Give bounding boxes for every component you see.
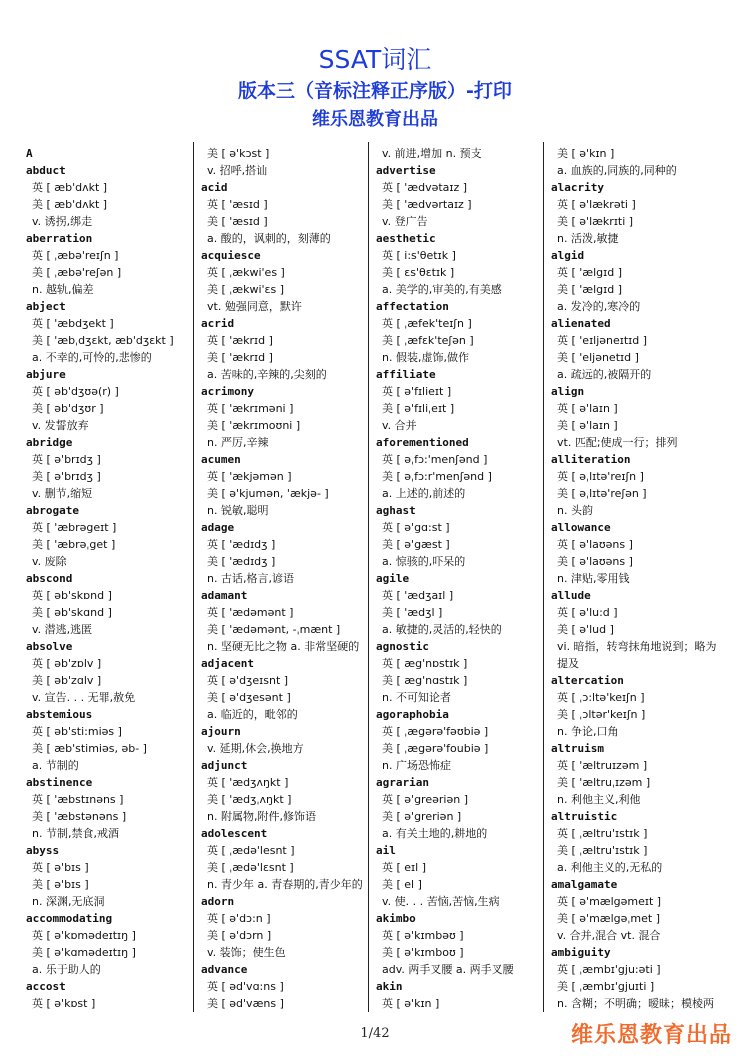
column-divider (193, 142, 194, 1012)
vocab-column-4 (551, 145, 723, 1012)
phonetic-line: 英 [ ə'kɪn ] (382, 997, 440, 1010)
phonetic-line: 英 [ 'ædʒʌŋkt ] (207, 776, 289, 789)
phonetic-line: 英 [ ə'bɪs ] (32, 861, 89, 874)
phonetic-line: 英 [ ə'greəriən ] (382, 793, 468, 806)
vocab-headword: altercation (551, 674, 624, 687)
vocab-headword: abyss (26, 844, 60, 857)
phonetic-line: 英 [ 'ædʒaɪl ] (382, 589, 454, 602)
phonetic-line: 美 [ ˌæbə'reʃən ] (32, 266, 122, 279)
definition-line: v. 前进,增加 n. 预支 (382, 147, 482, 160)
phonetic-line: 美 [ ˌædə'lɛsnt ] (207, 861, 294, 874)
phonetic-line: 英 [ ə'kɪmbəʊ ] (382, 929, 464, 942)
definition-line: v. 废除 (32, 555, 67, 568)
definition-line: n. 假装,虚饰,做作 (382, 351, 469, 364)
phonetic-line: 英 [ 'æbrəgeɪt ] (32, 521, 117, 534)
definition-line: a. 有关土地的,耕地的 (382, 827, 488, 840)
definition-line: a. 利他主义的,无私的 (557, 861, 663, 874)
vocab-headword: acid (201, 181, 228, 194)
vocab-headword: abrogate (26, 504, 79, 517)
vocab-headword: advance (201, 963, 248, 976)
vocab-headword: agile (376, 572, 410, 585)
vocab-headword: ajourn (201, 725, 241, 738)
phonetic-line: 美 [ ˌæfɛk'teʃən ] (382, 334, 474, 347)
vocab-headword: acrid (201, 317, 235, 330)
definition-line: a. 苦味的,辛辣的,尖刻的 (207, 368, 327, 381)
phonetic-line: 美 [ 'æbrəˌget ] (32, 538, 116, 551)
phonetic-line: 英 [ 'æbdʒekt ] (32, 317, 114, 330)
phonetic-line: 英 [ əˌlɪtə'reɪʃn ] (557, 470, 644, 483)
vocab-headword: adorn (201, 895, 235, 908)
phonetic-line: 英 [ 'ædɪdʒ ] (207, 538, 276, 551)
phonetic-line: 美 [ ə'lækrɪti ] (557, 215, 634, 228)
phonetic-line: 美 [ ˌægərə'foubiə ] (382, 742, 489, 755)
vocab-headword: aghast (376, 504, 416, 517)
phonetic-line: 美 [ 'ælgɪd ] (557, 283, 623, 296)
phonetic-line: 英 [ ə'kɒst ] (32, 997, 96, 1010)
phonetic-line: 美 [ æb'stimiəs, əb- ] (32, 742, 147, 755)
phonetic-line: 美 [ ə'brɪdʒ ] (32, 470, 101, 483)
definition-line: adv. 两手叉腰 a. 两手叉腰 (382, 963, 514, 976)
vocab-column-1 (26, 145, 194, 1012)
definition-line: v. 宣告. . . 无罪,赦免 (32, 691, 136, 704)
phonetic-line: 美 [ æg'nɑstɪk ] (382, 674, 468, 687)
vocab-headword: adjacent (201, 657, 254, 670)
vocab-headword: adamant (201, 589, 248, 602)
definition-line: n. 古话,格言,谚语 (207, 572, 294, 585)
phonetic-line: 英 [ ə'lu:d ] (557, 606, 618, 619)
phonetic-line: 美 [ ə'gæst ] (382, 538, 450, 551)
phonetic-line: 英 [ ə'laɪn ] (557, 402, 618, 415)
phonetic-line: 英 [ ˌægərə'fəʊbiə ] (382, 725, 489, 738)
phonetic-line: 美 [ əˌlɪtə'reʃən ] (557, 487, 647, 500)
vocab-headword: abscond (26, 572, 73, 585)
definition-line: n. 越轨,偏差 (32, 283, 94, 296)
vocab-headword: align (551, 385, 585, 398)
phonetic-line: 英 [ əb'sti:miəs ] (32, 725, 122, 738)
publisher-line: 维乐恩教育出品 (312, 109, 438, 130)
phonetic-line: 英 [ ə'mælgəmeɪt ] (557, 895, 662, 908)
publisher-watermark: 维乐恩教育出品 (570, 1023, 732, 1048)
page-title: SSAT词汇 (318, 45, 432, 74)
vocab-column-2 (201, 145, 366, 1012)
phonetic-line: 英 [ ə'dɔ:n ] (207, 912, 271, 925)
definition-line: n. 深渊,无底洞 (32, 895, 105, 908)
phonetic-line: 英 [ ˌɔ:ltə'keɪʃn ] (557, 691, 645, 704)
phonetic-line: 英 [ ˌæbə'reɪʃn ] (32, 249, 119, 262)
definition-line: a. 疏远的,被隔开的 (557, 368, 652, 381)
vocab-headword: alacrity (551, 181, 604, 194)
phonetic-line: 美 [ ɛs'θɛtɪk ] (382, 266, 455, 279)
definition-line: n. 津贴,零用钱 (557, 572, 630, 585)
vocab-headword: acrimony (201, 385, 254, 398)
vocab-headword: alienated (551, 317, 611, 330)
phonetic-line: 英 [ əb'dʒʊə(r) ] (32, 385, 119, 398)
phonetic-line: 美 [ ə'kɑmədeɪtɪŋ ] (32, 946, 136, 959)
phonetic-line: 美 [ 'æbstənəns ] (32, 810, 127, 823)
vocab-headword: altruistic (551, 810, 618, 823)
phonetic-line: 美 [ 'ædʒl ] (382, 606, 443, 619)
phonetic-line: 美 [ əb'skɑnd ] (32, 606, 112, 619)
definition-line: v. 招呼,搭讪 (207, 164, 268, 177)
phonetic-line: 美 [ 'ækrɪmoʊni ] (207, 419, 301, 432)
phonetic-line: 英 [ 'æltruɪzəm ] (557, 759, 648, 772)
phonetic-line: 美 [ æb'dʌkt ] (32, 198, 108, 211)
phonetic-line: 英 [ ə'dʒeɪsnt ] (207, 674, 289, 687)
vocab-headword: algid (551, 249, 585, 262)
vocab-headword: akimbo (376, 912, 416, 925)
definition-line: v. 使. . . 苦恼,苦恼,生病 (382, 895, 500, 908)
phonetic-line: 美 [ 'ædvərtaɪz ] (382, 198, 472, 211)
vocab-headword: abject (26, 300, 66, 313)
vocab-headword: advertise (376, 164, 436, 177)
phonetic-line: 英 [ əd'vɑ:ns ] (207, 980, 284, 993)
definition-line: a. 血族的,同族的,同种的 (557, 164, 677, 177)
phonetic-line: 美 [ 'æltruˌɪzəm ] (557, 776, 651, 789)
definition-line: a. 惊骇的,吓呆的 (382, 555, 466, 568)
vocab-headword: abstinence (26, 776, 93, 789)
definition-line: a. 酸的，讽刺的，刻薄的 (207, 232, 331, 245)
phonetic-line: 美 [ ˌæltru'ɪstɪk ] (557, 844, 648, 857)
vocab-headword: ambiguity (551, 946, 611, 959)
phonetic-line: 英 [ ˌæfek'teɪʃn ] (382, 317, 472, 330)
phonetic-line: 美 [ əd'væns ] (207, 997, 284, 1010)
vocab-headword: accommodating (26, 912, 113, 925)
phonetic-line: 英 [ æb'dʌkt ] (32, 181, 108, 194)
phonetic-line: 美 [ 'ædɪdʒ ] (207, 555, 276, 568)
vocab-headword: altruism (551, 742, 604, 755)
phonetic-line: 美 [ ə'dʒesənt ] (207, 691, 291, 704)
phonetic-line: 美 [ 'ækrɪd ] (207, 351, 273, 364)
definition-line: v. 合并 (382, 419, 417, 432)
vocab-headword: adjunct (201, 759, 248, 772)
phonetic-line: 美 [ əb'dʒʊr ] (32, 402, 104, 415)
definition-line: v. 发誓放弃 (32, 419, 89, 432)
vocab-headword: akin (376, 980, 403, 993)
phonetic-line: 英 [ 'æbstɪnəns ] (32, 793, 124, 806)
phonetic-line: 英 [ ə'kɒmədeɪtɪŋ ] (32, 929, 136, 942)
phonetic-line: 美 [ 'ædəmənt, -ˌmænt ] (207, 623, 341, 636)
definition-line: n. 严厉,辛辣 (207, 436, 269, 449)
page-subtitle: 版本三（音标注释正序版）-打印 (238, 80, 512, 102)
definition-line: a. 上述的,前述的 (382, 487, 466, 500)
definition-line: n. 活泼,敏捷 (557, 232, 619, 245)
phonetic-line: 美 [ ə'kɔst ] (207, 147, 270, 160)
phonetic-line: 美 [ ə'laɪn ] (557, 419, 618, 432)
vocab-headword: agnostic (376, 640, 429, 653)
phonetic-line: 美 [ ˌækwi'ɛs ] (207, 283, 285, 296)
phonetic-line: 英 [ ə'laʊəns ] (557, 538, 633, 551)
phonetic-line: 英 [ 'ædəmənt ] (207, 606, 294, 619)
phonetic-line: 美 [ ə'greriən ] (382, 810, 462, 823)
phonetic-line: 美 [ ə'lud ] (557, 623, 614, 636)
phonetic-line: 美 [ el ] (382, 878, 422, 891)
phonetic-line: 美 [ ˌɔltər'keɪʃn ] (557, 708, 646, 721)
page-number: 1/42 (360, 1026, 390, 1041)
phonetic-line: 英 [ ə'gɑ:st ] (382, 521, 450, 534)
phonetic-line: 美 [ ˌæmbɪ'gjuɪti ] (557, 980, 655, 993)
definition-line: n. 广场恐怖症 (382, 759, 451, 772)
vocab-headword: amalgamate (551, 878, 618, 891)
phonetic-line: 美 [ 'æbˌdʒɛkt, æb'dʒɛkt ] (32, 334, 174, 347)
vocab-headword: aforementioned (376, 436, 469, 449)
vocab-headword: acumen (201, 453, 241, 466)
phonetic-line: 英 [ əb'skɒnd ] (32, 589, 112, 602)
phonetic-line: 英 [ 'ækjəmən ] (207, 470, 292, 483)
phonetic-line: 美 [ ə'laʊəns ] (557, 555, 633, 568)
phonetic-line: 英 [ əb'zɒlv ] (32, 657, 102, 670)
column-divider (368, 142, 369, 1012)
vocab-headword: agoraphobia (376, 708, 449, 721)
phonetic-line: 英 [ əˌfɔ:'menʃənd ] (382, 453, 488, 466)
definition-line: v. 合并,混合 vt. 混合 (557, 929, 661, 942)
phonetic-line: 英 [ eɪl ] (382, 861, 426, 874)
definition-line: v. 诱拐,绑走 (32, 215, 93, 228)
phonetic-line: 美 [ 'æsɪd ] (207, 215, 268, 228)
definition-line: vi. 暗指，转弯抹角地说到；略为提及 (557, 640, 717, 670)
phonetic-line: 英 [ ə'brɪdʒ ] (32, 453, 101, 466)
vocab-headword: abstemious (26, 708, 93, 721)
definition-line: v. 登广告 (382, 215, 428, 228)
definition-line: n. 不可知论者 (382, 691, 451, 704)
vocab-headword: abridge (26, 436, 73, 449)
phonetic-line: 英 [ 'æsɪd ] (207, 198, 268, 211)
vocab-headword: accost (26, 980, 66, 993)
definition-line: n. 头韵 (557, 504, 593, 517)
phonetic-line: 美 [ 'ædʒˌʌŋkt ] (207, 793, 292, 806)
definition-line: n. 节制,禁食,戒酒 (32, 827, 119, 840)
definition-line: a. 节制的 (32, 759, 79, 772)
vocab-headword: abjure (26, 368, 66, 381)
definition-line: a. 美学的,审美的,有美感 (382, 283, 502, 296)
definition-line: vt. 匹配;使成一行；排列 (557, 436, 678, 449)
definition-line: n. 坚硬无比之物 a. 非常坚硬的 (207, 640, 360, 653)
phonetic-line: 英 [ 'ædvətaɪz ] (382, 181, 468, 194)
phonetic-line: 英 [ 'ækrɪd ] (207, 334, 273, 347)
definition-line: n. 青少年 a. 青春期的,青少年的 (207, 878, 363, 891)
definition-line: v. 延期,休会,换地方 (207, 742, 304, 755)
phonetic-line: 美 [ ə'kɪn ] (557, 147, 615, 160)
vocab-headword: affectation (376, 300, 449, 313)
phonetic-line: 美 [ əˌfɔ:r'menʃənd ] (382, 470, 492, 483)
definition-line: v. 删节,缩短 (32, 487, 93, 500)
phonetic-line: 英 [ ˌæltru'ɪstɪk ] (557, 827, 648, 840)
vocab-headword: aesthetic (376, 232, 436, 245)
vocab-headword: affiliate (376, 368, 436, 381)
phonetic-line: 英 [ æg'nɒstɪk ] (382, 657, 468, 670)
definition-line: a. 不幸的,可怜的,悲惨的 (32, 351, 152, 364)
vocab-headword: ail (376, 844, 396, 857)
definition-line: n. 含糊；不明确；暧昧；模棱两 (557, 997, 714, 1010)
vocab-headword: adage (201, 521, 235, 534)
phonetic-line: 英 [ ˌædə'lesnt ] (207, 844, 295, 857)
definition-line: n. 利他主义,利他 (557, 793, 641, 806)
vocab-column-3 (376, 145, 541, 1012)
definition-line: vt. 勉强同意，默许 (207, 300, 302, 313)
definition-line: n. 锐敏,聪明 (207, 504, 269, 517)
phonetic-line: 英 [ 'ækrɪməni ] (207, 402, 294, 415)
phonetic-line: 美 [ ə'dɔrn ] (207, 929, 272, 942)
phonetic-line: 英 [ ə'fɪlieɪt ] (382, 385, 452, 398)
phonetic-line: 美 [ ə'kjumən, 'ækjə- ] (207, 487, 329, 500)
phonetic-line: 英 [ ˌækwi'es ] (207, 266, 285, 279)
phonetic-line: 美 [ ə'bɪs ] (32, 878, 89, 891)
definition-line: a. 发冷的,寒冷的 (557, 300, 641, 313)
vocab-headword: allowance (551, 521, 611, 534)
definition-line: n. 附属物,附件,修饰语 (207, 810, 316, 823)
phonetic-line: 英 [ ə'lækrəti ] (557, 198, 636, 211)
phonetic-line: 美 [ əb'zɑlv ] (32, 674, 102, 687)
column-divider (543, 142, 544, 1012)
vocab-headword: acquiesce (201, 249, 261, 262)
definition-line: a. 乐于助人的 (32, 963, 101, 976)
definition-line: v. 潜逃,逃匿 (32, 623, 93, 636)
phonetic-line: 美 [ ə'mælgəˌmet ] (557, 912, 661, 925)
phonetic-line: 英 [ ˌæmbɪ'gju:əti ] (557, 963, 661, 976)
phonetic-line: 英 [ 'ælgɪd ] (557, 266, 623, 279)
vocab-headword: absolve (26, 640, 73, 653)
definition-line: a. 临近的，毗邻的 (207, 708, 298, 721)
phonetic-line: 美 [ ə'fɪliˌeɪt ] (382, 402, 455, 415)
phonetic-line: 美 [ ə'kɪmboʊ ] (382, 946, 464, 959)
vocab-headword: adolescent (201, 827, 268, 840)
vocab-headword: abduct (26, 164, 66, 177)
definition-line: n. 争论,口角 (557, 725, 619, 738)
phonetic-line: 英 [ 'eɪljəneɪtɪd ] (557, 334, 648, 347)
phonetic-line: 美 [ 'eljənetɪd ] (557, 351, 639, 364)
definition-line: a. 敏捷的,灵活的,轻快的 (382, 623, 502, 636)
vocab-headword: aberration (26, 232, 93, 245)
vocab-headword: alliteration (551, 453, 631, 466)
phonetic-line: 英 [ i:s'θetɪk ] (382, 249, 456, 262)
vocab-headword: allude (551, 589, 591, 602)
vocab-headword: agrarian (376, 776, 429, 789)
vocab-headword: A (26, 147, 33, 160)
definition-line: v. 装饰；使生色 (207, 946, 286, 959)
